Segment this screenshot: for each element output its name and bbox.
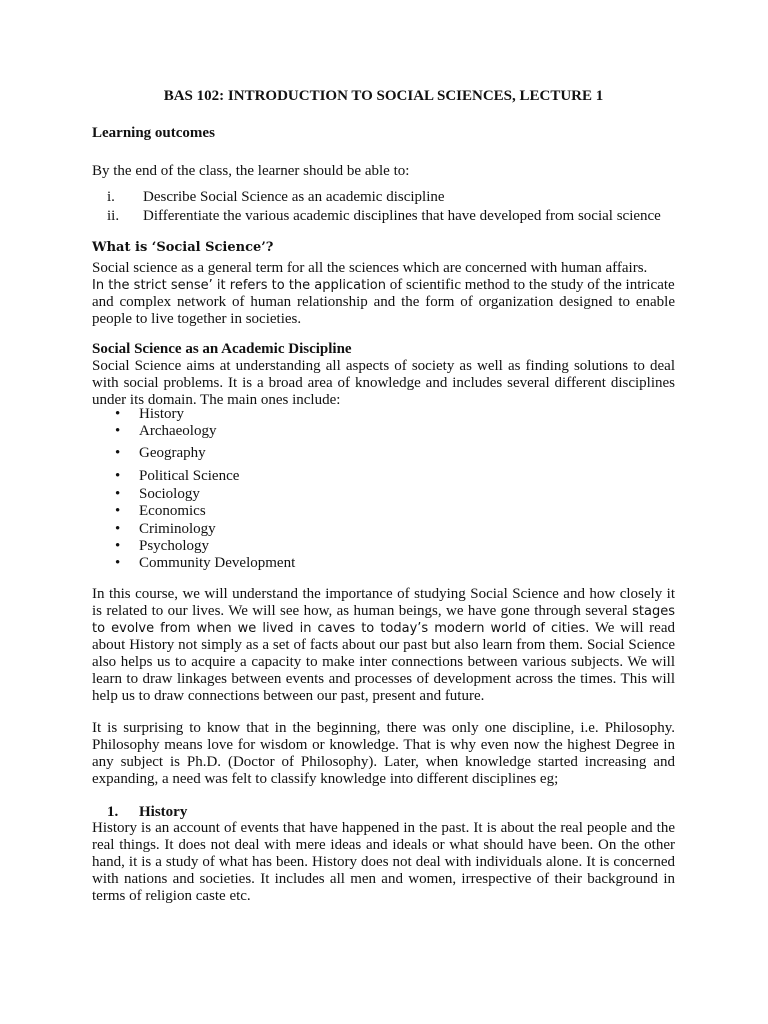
history-heading-text: History (139, 804, 188, 820)
list-item-text: Describe Social Science as an academic discipline (143, 189, 445, 205)
bullet-icon: • (115, 520, 121, 537)
learning-outcomes-list (92, 189, 675, 227)
list-item-text: Community Development (139, 555, 296, 572)
list-item (92, 445, 675, 468)
list-item (92, 555, 675, 572)
learning-outcomes-heading: Learning outcomes (92, 125, 215, 141)
list-item (92, 521, 675, 538)
course-text-sans: stages to evolve from when we lived in caves to today’s modern world of cities. (92, 604, 675, 636)
bullet-icon: • (115, 468, 121, 485)
list-item (92, 503, 675, 520)
bullet-icon: • (115, 485, 121, 502)
list-item (92, 208, 675, 227)
list-item-text: Geography (139, 445, 206, 462)
academic-discipline-paragraph: Social Science aims at understanding all aspects of society as well as finding solutions to deal with social problems. It is a broad area of knowledge and includes several different disciplines under its domain. The main ones include: (92, 358, 675, 408)
what-is-social-science-paragraph (92, 260, 675, 328)
list-item-text: Sociology (139, 485, 200, 502)
list-item-text: Psychology (139, 537, 210, 554)
paragraph-line (92, 277, 675, 294)
bullet-icon: • (115, 445, 121, 462)
list-item-text: Differentiate the various academic disciplines that have developed from social science (143, 208, 661, 224)
bullet-icon: • (115, 503, 121, 520)
serif-run: of scientific method to the study of the intricate (386, 277, 675, 293)
course-text-part1: In this course, we will understand the importance of studying Social Science and how closely it is related to our lives. We will see how, as human beings, we have gone through several (92, 586, 675, 619)
what-is-social-science-heading: What is ‘Social Science’? (92, 240, 274, 255)
bullet-icon: • (115, 423, 121, 440)
page-title: BAS 102: INTRODUCTION TO SOCIAL SCIENCES, LECTURE 1 (163, 88, 604, 104)
learning-outcomes-intro: By the end of the class, the learner should be able to: (92, 163, 410, 179)
list-item (92, 406, 675, 423)
list-item (92, 423, 675, 445)
list-item (92, 468, 675, 485)
history-paragraph: History is an account of events that have happened in the past. It is about the real people and the real things. It does not deal with mere ideas and ideals or what should have been. On the other hand, it is a study of what has been. History does not deal with individuals alone. It is concerned with nations and societies. It includes all men and women, irrespective of their background in terms of religion caste etc. (92, 820, 675, 904)
list-item-number: ii. (107, 208, 120, 224)
list-item-text: History (139, 406, 184, 422)
list-item-text: Archaeology (139, 423, 217, 440)
list-item-text: Political Science (139, 468, 240, 485)
list-item-text: Economics (139, 503, 206, 520)
history-heading-number: 1. (107, 804, 119, 820)
sans-run: In the strict sense’ it refers to the application (92, 278, 387, 293)
course-paragraph (92, 586, 675, 705)
course-text-part3: We will read about History not simply as a set of facts about our past but also learn from them. Social Science also helps us to acquire a capacity to make inter connections between various subjects. We will learn to draw linkages between events and processes of development across the times. This will help us to draw connections between our past, present and future. (92, 620, 675, 704)
list-item-text: Criminology (139, 520, 216, 537)
disciplines-list (92, 406, 675, 573)
academic-discipline-heading: Social Science as an Academic Discipline (92, 341, 352, 357)
paragraph-text: and complex network of human relationship and the form of organization designed to enable people to live together in societies. (92, 294, 675, 327)
list-item (92, 486, 675, 503)
bullet-icon: • (115, 406, 121, 422)
paragraph-line: Social science as a general term for all the sciences which are concerned with human affairs. (92, 260, 648, 276)
list-item (92, 538, 675, 555)
list-item (92, 189, 675, 208)
bullet-icon: • (115, 555, 121, 572)
bullet-icon: • (115, 537, 121, 554)
philosophy-paragraph: It is surprising to know that in the beginning, there was only one discipline, i.e. Philosophy. Philosophy means love for wisdom or knowledge. That is why even now the highest Degree in any subject is Ph.D. (Doctor of Philosophy). Later, when knowledge started increasing and expanding, a need was felt to classify knowledge into different disciplines eg; (92, 720, 675, 787)
list-item-number: i. (107, 189, 115, 205)
